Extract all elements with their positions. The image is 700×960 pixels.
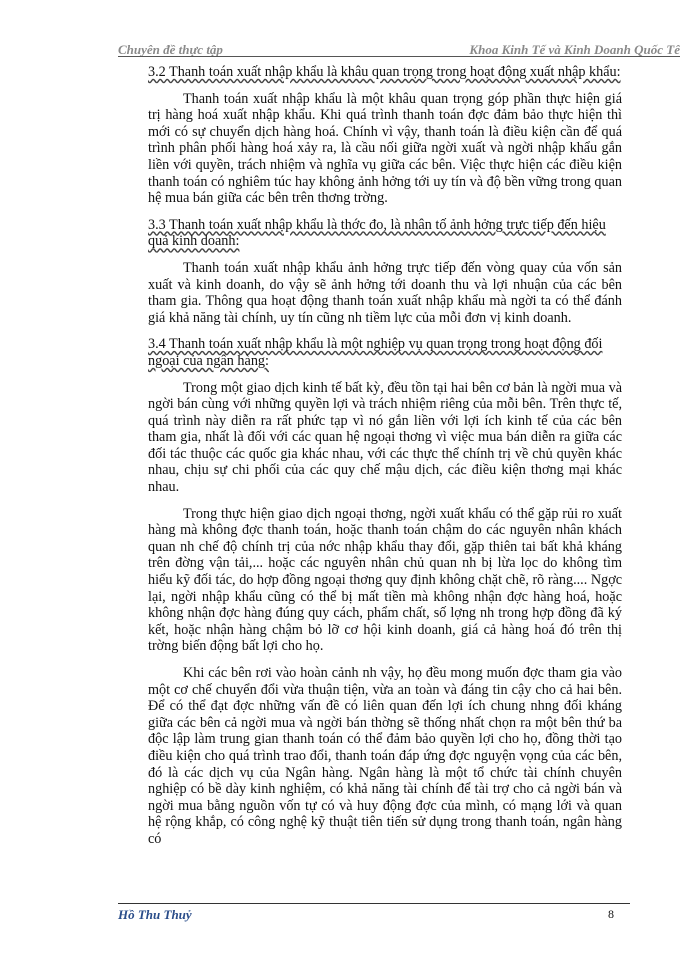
footer-author: Hồ Thu Thuỷ	[118, 907, 192, 922]
header-left-text: Chuyên đề thực tập	[118, 42, 223, 57]
section-3-4	[148, 336, 622, 847]
page-number: 8	[608, 907, 614, 921]
section-3-2	[148, 64, 622, 207]
paragraph: Khi các bên rơi vào hoàn cảnh nh vậy, họ đều mong muốn đợc tham gia vào một cơ chế chuyển đổi vừa thuận tiện, vừa an toàn và đáng tin cậy cho cả hai bên. Để có thể đạt đợc những vấn đề có liên quan đến lợi ích chung nhng đối kháng giữa các bên cả ngời mua và ngời bán thờng sẽ thống nhất chọn ra một bên thứ ba độc lập làm trung gian thanh toán có thể đảm bảo quyền lợi cho họ, đồng thời tạo điều kiện cho quá trình trao đổi, thanh toán đáp ứng đợc nguyện vọng của các bên, đó là các dịch vụ của Ngân hàng. Ngân hàng là một tổ chức tài chính chuyên nghiệp có bề dày kinh nghiệm, có khả năng tài chính để tài trợ cho cả ngời bán và ngời mua bằng nguồn vốn tự có và huy động đợc của mình, có mạng lới và quan hệ rộng khắp, có công nghệ kỹ thuật tiên tiến sử dụng trong thanh toán, ngân hàng có	[148, 665, 622, 847]
section-heading: 3.2 Thanh toán xuất nhập khẩu là khâu quan trọng trong hoạt động xuất nhập khẩu:	[148, 64, 621, 80]
paragraph: Trong thực hiện giao dịch ngoại thơng, ngời xuất khẩu có thể gặp rủi ro xuất hàng mà không đợc thanh toán, hoặc thanh toán chậm do các nguyên nhân khách quan nh chế độ chính trị của nớc nhập khẩu thay đổi, gặp thiên tai bất khả kháng trên đờng vận tải,... hoặc các nguyên nhân chủ quan nh bị lừa lọc do không tìm hiểu kỹ đối tác, do hợp đồng ngoại thơng quy định không chặt chẽ, rõ ràng.... Ngợc lại, ngời nhập khẩu cũng có thể bị mất tiền mà không nhận đợc hàng hoá, hoặc không nhận đợc hàng đúng quy cách, phẩm chất, số lợng nh trong hợp đồng đã ký kết, hoặc nhận hàng chậm bỏ lỡ cơ hội kinh doanh, giá cả hàng hoá đó trên thị trờng biến động bất lợi cho họ.	[148, 505, 622, 655]
paragraph: Trong một giao dịch kinh tế bất kỳ, đều tồn tại hai bên cơ bản là ngời mua và ngời bán cùng với những quyền lợi và trách nhiệm riêng của mỗi bên. Trên thực tế, quá trình này diễn ra rất phức tạp vì nó gắn liền với lợi ích kinh tế của các bên tham gia, nhất là đối với các quan hệ ngoại thơng vì việc mua bán diễn ra giữa các đối tác thuộc các quốc gia khác nhau, với các thực thể chính trị về chủ quyền khác nhau, chịu sự chi phối của các quy chế mậu dịch, các điều kiện thơng mại khác nhau.	[148, 379, 622, 496]
header-right-text: Khoa Kinh Tế và Kinh Doanh Quốc Tế	[469, 42, 680, 57]
page-header	[118, 38, 680, 58]
header-divider	[118, 56, 680, 57]
section-3-3	[148, 217, 622, 327]
document-body	[148, 64, 622, 858]
section-heading: 3.4 Thanh toán xuất nhập khẩu là một nghiệp vụ quan trọng trong hoạt động đối ngoại của ngân hàng:	[148, 336, 603, 369]
footer-divider	[118, 903, 630, 904]
section-heading: 3.3 Thanh toán xuất nhập khẩu là thớc đo, là nhân tố ảnh hởng trực tiếp đến hiệu quả kinh doanh:	[148, 216, 606, 250]
paragraph: Thanh toán xuất nhập khẩu ảnh hởng trực tiếp đến vòng quay của vốn sản xuất và kinh doanh, do vậy sẽ ảnh hởng tới doanh thu và lợi nhuận của các bên tham gia. Thông qua hoạt động thanh toán xuất nhập khẩu mà ngời ta có thể đánh giá khả năng tài chính, uy tín cũng nh tiềm lực của mỗi đơn vị kinh doanh.	[148, 259, 622, 326]
paragraph: Thanh toán xuất nhập khẩu là một khâu quan trọng góp phần thực hiện giá trị hàng hoá xuất nhập khẩu. Khi quá trình thanh toán đợc đảm bảo thực hiện thì mới có sự chuyển dịch hàng hoá. Chính vì vậy, thanh toán là điều kiện cần để quá trình phân phối hàng hoá xảy ra, là cầu nối giữa ngời xuất và ngời nhập khẩu gắn liền với quyền, trách nhiệm và nghĩa vụ giữa các bên. Việc thực hiện các điều kiện thanh toán có nghiêm túc hay không ảnh hởng tới uy tín và độ bền vững trong quan hệ mua bán giữa các bên trên thơng trờng.	[148, 90, 622, 207]
